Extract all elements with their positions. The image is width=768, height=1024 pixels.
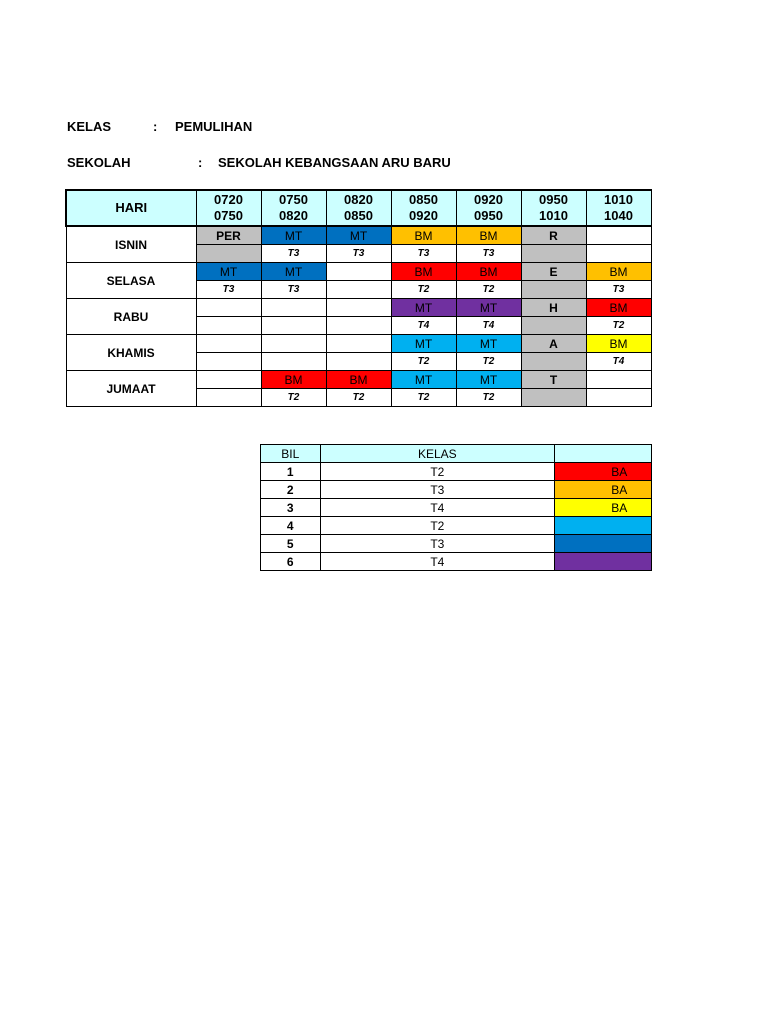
subject-cell: BM — [586, 263, 651, 281]
subject-cell — [326, 263, 391, 281]
class-cell — [196, 353, 261, 371]
class-cell: T4 — [391, 317, 456, 335]
legend-bil: 3 — [261, 499, 321, 517]
period-end: 0850 — [344, 208, 373, 223]
class-cell — [521, 317, 586, 335]
sekolah-label: SEKOLAH — [67, 155, 131, 170]
legend-header-row — [261, 445, 652, 463]
class-cell — [196, 389, 261, 407]
subject-cell: MT — [391, 371, 456, 389]
class-cell: T3 — [261, 281, 326, 299]
timetable-row-subject — [66, 371, 651, 389]
period-header — [326, 190, 391, 226]
period-header — [196, 190, 261, 226]
class-cell — [586, 245, 651, 263]
subject-cell — [586, 371, 651, 389]
legend-bil: 5 — [261, 535, 321, 553]
legend-kelas: T2 — [320, 517, 555, 535]
period-end: 0950 — [474, 208, 503, 223]
class-cell — [261, 353, 326, 371]
legend-table — [260, 444, 652, 571]
legend-header-cell: BIL — [261, 445, 321, 463]
class-cell: T2 — [391, 353, 456, 371]
legend-swatch — [555, 517, 652, 535]
subject-cell: MT — [261, 226, 326, 245]
subject-cell: E — [521, 263, 586, 281]
period-start: 0850 — [409, 192, 438, 207]
day-selasa: SELASA — [66, 263, 196, 299]
day-khamis: KHAMIS — [66, 335, 196, 371]
sekolah-separator: : — [198, 155, 203, 170]
subject-cell — [261, 299, 326, 317]
subject-cell: MT — [456, 371, 521, 389]
subject-cell: T — [521, 371, 586, 389]
subject-cell: BM — [586, 335, 651, 353]
subject-cell: BM — [586, 299, 651, 317]
class-cell: T2 — [456, 353, 521, 371]
class-cell — [521, 281, 586, 299]
legend-bil: 2 — [261, 481, 321, 499]
class-cell: T3 — [456, 245, 521, 263]
subject-cell: MT — [391, 299, 456, 317]
subject-cell — [261, 335, 326, 353]
subject-cell — [196, 371, 261, 389]
legend-bil: 1 — [261, 463, 321, 481]
subject-cell: BM — [391, 226, 456, 245]
legend-row — [261, 499, 652, 517]
legend-swatch: BA — [555, 499, 652, 517]
legend-swatch: BA — [555, 463, 652, 481]
class-cell — [196, 317, 261, 335]
class-cell: T2 — [326, 389, 391, 407]
legend-kelas: T3 — [320, 535, 555, 553]
legend-kelas: T2 — [320, 463, 555, 481]
subject-cell: R — [521, 226, 586, 245]
legend-swatch: BA — [555, 481, 652, 499]
period-start: 0720 — [214, 192, 243, 207]
period-start: 1010 — [604, 192, 633, 207]
hari-header: HARI — [66, 190, 196, 226]
subject-cell: BM — [326, 371, 391, 389]
subject-cell — [196, 335, 261, 353]
period-end: 1010 — [539, 208, 568, 223]
legend-header-cell: KELAS — [320, 445, 555, 463]
subject-cell: BM — [456, 263, 521, 281]
class-cell: T2 — [391, 281, 456, 299]
legend-swatch — [555, 553, 652, 571]
period-end: 1040 — [604, 208, 633, 223]
period-header — [456, 190, 521, 226]
period-header — [261, 190, 326, 226]
class-cell: T4 — [586, 353, 651, 371]
legend-bil: 4 — [261, 517, 321, 535]
subject-cell: BM — [391, 263, 456, 281]
class-cell: T2 — [456, 281, 521, 299]
subject-cell: MT — [196, 263, 261, 281]
legend-kelas: T4 — [320, 553, 555, 571]
class-cell — [326, 317, 391, 335]
class-cell — [326, 353, 391, 371]
period-start: 0820 — [344, 192, 373, 207]
legend-row — [261, 463, 652, 481]
class-cell — [196, 245, 261, 263]
subject-cell — [326, 299, 391, 317]
legend-swatch — [555, 535, 652, 553]
class-cell — [586, 389, 651, 407]
subject-cell: BM — [456, 226, 521, 245]
class-cell: T2 — [586, 317, 651, 335]
timetable-row-subject — [66, 335, 651, 353]
period-end: 0920 — [409, 208, 438, 223]
class-cell: T2 — [261, 389, 326, 407]
period-end: 0820 — [279, 208, 308, 223]
subject-cell: MT — [456, 335, 521, 353]
subject-cell — [196, 299, 261, 317]
day-jumaat: JUMAAT — [66, 371, 196, 407]
period-header — [391, 190, 456, 226]
legend-row — [261, 535, 652, 553]
period-start: 0750 — [279, 192, 308, 207]
subject-cell — [586, 226, 651, 245]
legend-kelas: T4 — [320, 499, 555, 517]
subject-cell: MT — [391, 335, 456, 353]
day-rabu: RABU — [66, 299, 196, 335]
period-start: 0920 — [474, 192, 503, 207]
timetable — [65, 189, 652, 407]
period-header — [521, 190, 586, 226]
class-cell: T2 — [391, 389, 456, 407]
class-cell — [521, 245, 586, 263]
period-start: 0950 — [539, 192, 568, 207]
timetable-row-subject — [66, 263, 651, 281]
legend-bil: 6 — [261, 553, 321, 571]
sekolah-value: SEKOLAH KEBANGSAAN ARU BARU — [218, 155, 451, 170]
class-cell: T3 — [391, 245, 456, 263]
subject-cell: MT — [326, 226, 391, 245]
class-cell — [521, 389, 586, 407]
subject-cell: A — [521, 335, 586, 353]
subject-cell: PER — [196, 226, 261, 245]
legend-row — [261, 481, 652, 499]
class-cell — [521, 353, 586, 371]
class-cell: T3 — [196, 281, 261, 299]
period-header — [586, 190, 651, 226]
legend-kelas: T3 — [320, 481, 555, 499]
period-end: 0750 — [214, 208, 243, 223]
kelas-separator: : — [153, 119, 158, 134]
legend-header-cell — [555, 445, 652, 463]
class-cell: T4 — [456, 317, 521, 335]
day-isnin: ISNIN — [66, 226, 196, 263]
subject-cell: MT — [261, 263, 326, 281]
legend-row — [261, 553, 652, 571]
class-cell — [326, 281, 391, 299]
class-cell: T3 — [261, 245, 326, 263]
subject-cell: MT — [456, 299, 521, 317]
class-cell: T3 — [326, 245, 391, 263]
timetable-header-row — [66, 190, 651, 226]
subject-cell: BM — [261, 371, 326, 389]
class-cell — [261, 317, 326, 335]
subject-cell: H — [521, 299, 586, 317]
timetable-row-subject — [66, 226, 651, 245]
legend-row — [261, 517, 652, 535]
kelas-value: PEMULIHAN — [175, 119, 253, 134]
subject-cell — [326, 335, 391, 353]
timetable-row-subject — [66, 299, 651, 317]
class-cell: T3 — [586, 281, 651, 299]
class-cell: T2 — [456, 389, 521, 407]
kelas-label: KELAS — [67, 119, 112, 134]
